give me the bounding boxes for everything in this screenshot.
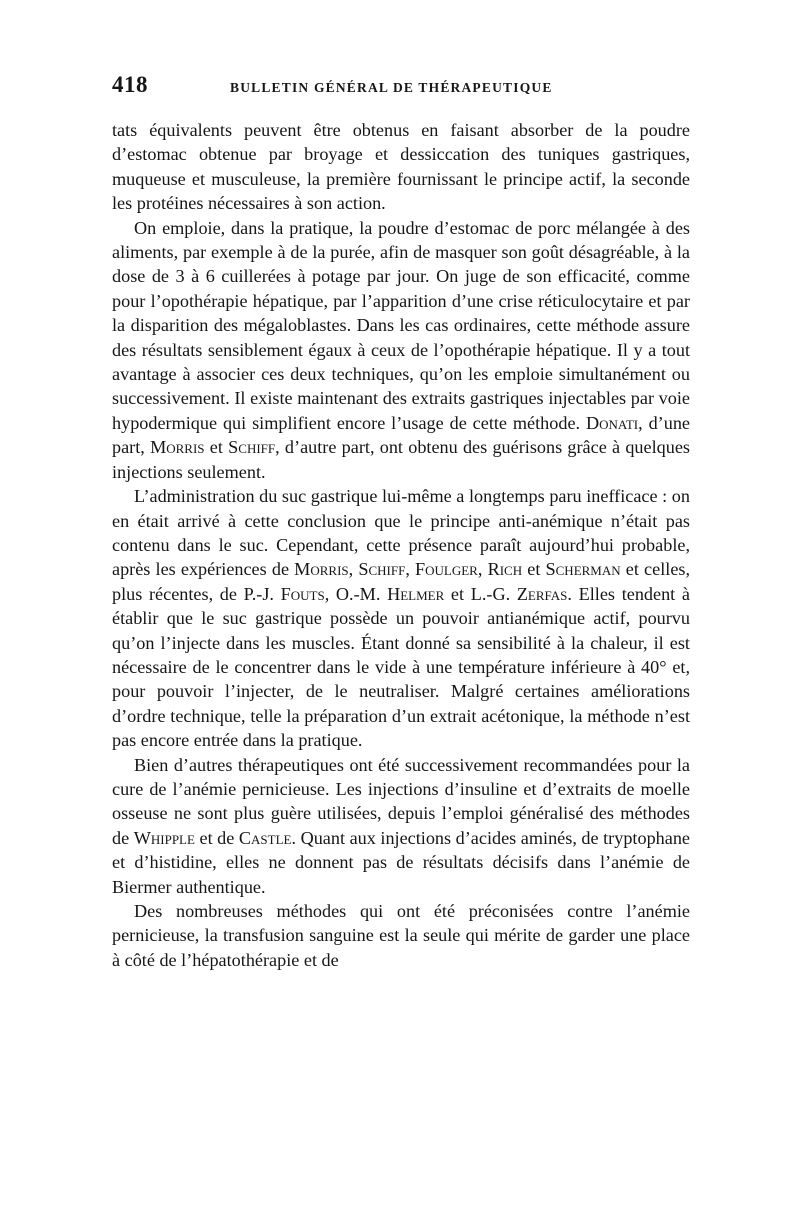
text-run: , d’autre part, ont obtenu des guérisons grâce à quelques injections seulement. <box>112 437 690 482</box>
text-run: et L.-G. <box>444 583 517 604</box>
text-run: , <box>348 559 359 580</box>
text-run: , <box>477 559 488 580</box>
author-name: Scherman <box>545 559 621 580</box>
paragraph <box>112 484 690 752</box>
author-name: Helmer <box>387 583 445 604</box>
document-page <box>112 72 690 972</box>
paragraph <box>112 899 690 972</box>
author-name: Fouts <box>280 583 325 604</box>
text-run: L’administration du suc gastrique lui-même a longtemps paru inefficace : on en était arrivé à cette conclusion que le principe anti-anémique n’était pas contenu dans le suc. Cependant, cette présence paraît aujourd’hui probable, après les expériences de <box>112 486 690 580</box>
text-run: . Quant aux injections d’acides aminés, de tryptophane et d’histidine, elles ne donnent pas de résultats décisifs dans l’anémie de Biermer authentique. <box>112 827 690 897</box>
body-text <box>112 118 690 972</box>
text-run: Des nombreuses méthodes qui ont été préconisées contre l’anémie pernicieuse, la transfusion sanguine est la seule qui mérite de garder une place à côté de l’hépatothérapie et de <box>112 901 690 970</box>
text-run: et <box>522 559 546 580</box>
text-run: , d’une part, <box>112 412 691 458</box>
author-name: Castle <box>238 827 292 848</box>
text-run: et <box>204 437 229 458</box>
paragraph <box>112 216 690 484</box>
text-run: et celles, plus récentes, de P.-J. <box>112 559 691 604</box>
author-name: Donati <box>586 412 639 433</box>
author-name: Foulger <box>415 559 478 580</box>
paragraph <box>112 753 690 899</box>
author-name: Rich <box>487 559 523 580</box>
text-run: . Elles tendent à établir que le suc gastrique possède un pouvoir antianémique actif, pourvu qu’on l’injecte dans les muscles. Étant donné sa sensibilité à la chaleur, il est nécessaire de le concentrer dans le vide à une température inférieure à 40° et, pour pouvoir l’injecter, de le neutraliser. Malgré certaines améliorations d’ordre technique, telle la préparation d’un extrait acétonique, la méthode n’est pas encore entrée dans la pratique. <box>112 583 690 751</box>
page-number: 418 <box>112 72 148 97</box>
author-name: Morris <box>150 437 205 458</box>
author-name: Whipple <box>133 827 195 848</box>
journal-title: BULLETIN GÉNÉRAL DE THÉRAPEUTIQUE <box>230 80 553 95</box>
text-run: On emploie, dans la pratique, la poudre d’estomac de porc mélangée à des aliments, par exemple à de la purée, afin de masquer son goût désagréable, à la dose de 3 à 6 cuillerées à potage par jour. On juge de son efficacité, comme pour l’opothérapie hépatique, par l’apparition d’une crise réticulocytaire et par la disparition des mégaloblastes. Dans les cas ordinaires, cette méthode assure des résultats sensiblement égaux à ceux de l’opothérapie hépatique. Il y a tout avantage à associer ces deux techniques, qu’on les emploie simultanément ou successivement. Il existe maintenant des extraits gastriques injectables par voie hypodermique qui simplifient encore l’usage de cette méthode. <box>112 217 690 433</box>
author-name: Morris <box>294 559 349 580</box>
author-name: Schiff <box>358 559 406 580</box>
author-name: Schiff <box>228 437 276 458</box>
author-name: Zerfas <box>516 583 568 604</box>
paragraph <box>112 118 690 216</box>
text-run: , O.-M. <box>324 583 388 604</box>
text-run: et de <box>194 827 239 848</box>
running-head <box>112 72 690 104</box>
text-run: Bien d’autres thérapeutiques ont été successivement recommandées pour la cure de l’anémie pernicieuse. Les injections d’insuline et d’extraits de moelle osseuse ne sont plus guère utilisées, depuis l’emploi généralisé des méthodes de <box>112 754 690 848</box>
text-run: tats équivalents peuvent être obtenus en faisant absorber de la poudre d’estomac obtenue par broyage et dessiccation des tuniques gastriques, muqueuse et musculeuse, la première fournissant le principe actif, la seconde les protéines nécessaires à son action. <box>112 120 690 214</box>
text-run: , <box>405 559 416 580</box>
